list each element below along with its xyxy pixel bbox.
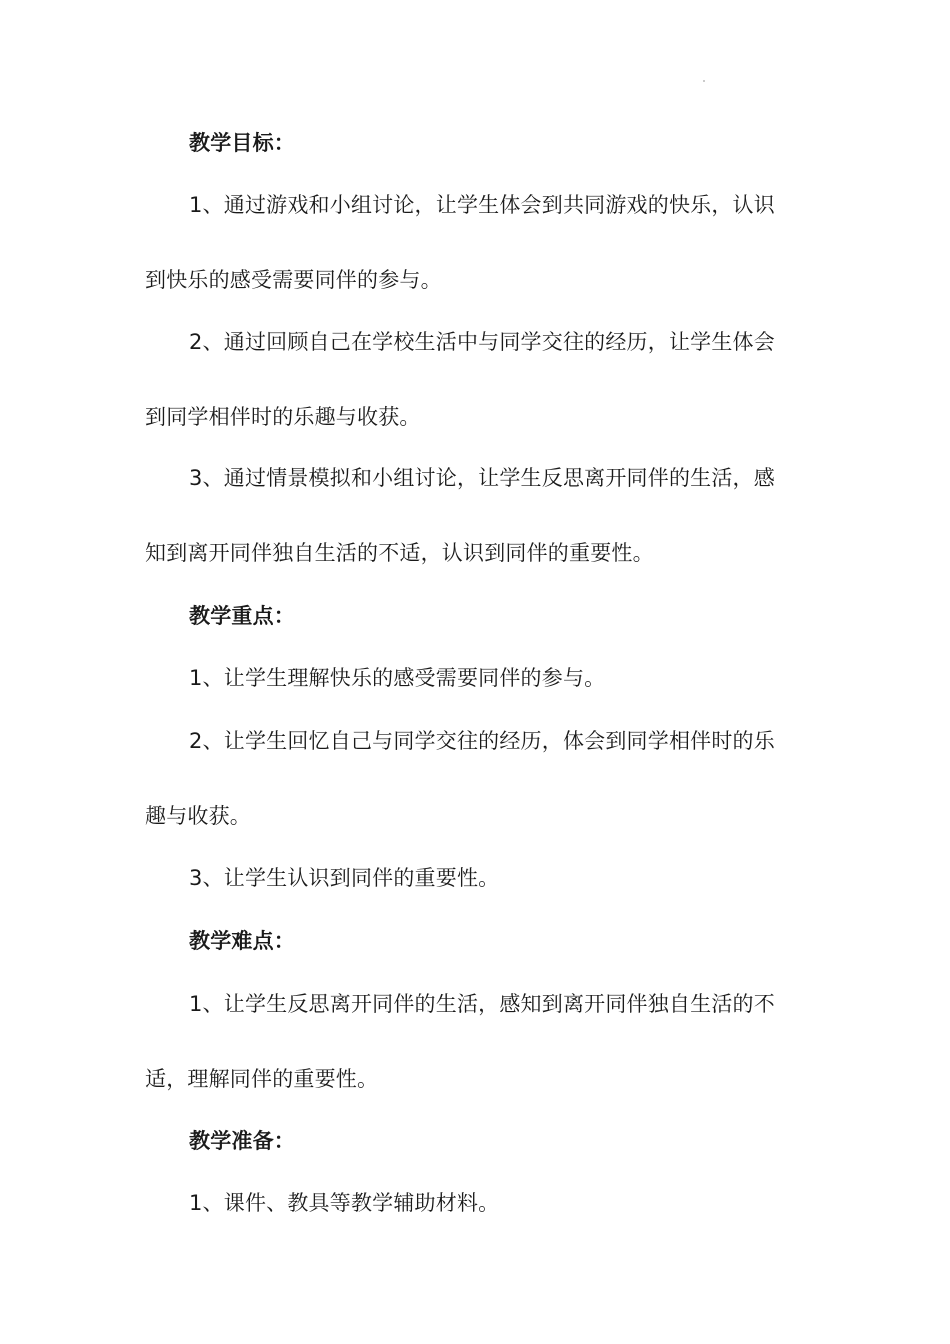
section-heading-key-points: 教学重点： [189, 604, 295, 628]
difficulty-1-line-2: 适，理解同伴的重要性。 [145, 1067, 379, 1091]
objective-1-line-2: 到快乐的感受需要同伴的参与。 [145, 268, 442, 292]
objective-2-line-2: 到同学相伴时的乐趣与收获。 [145, 405, 421, 429]
objective-1-line-1: 1、通过游戏和小组讨论，让学生体会到共同游戏的快乐，认识 [189, 193, 775, 217]
difficulty-1-line-1: 1、让学生反思离开同伴的生活，感知到离开同伴独自生活的不 [189, 992, 775, 1016]
objective-3-line-1: 3、通过情景模拟和小组讨论，让学生反思离开同伴的生活，感 [189, 466, 775, 490]
section-heading-difficulties: 教学难点： [189, 929, 295, 953]
preparation-1: 1、课件、教具等教学辅助材料。 [189, 1191, 500, 1215]
key-point-2-line-2: 趣与收获。 [145, 804, 251, 828]
objective-2-line-1: 2、通过回顾自己在学校生活中与同学交往的经历，让学生体会 [189, 330, 775, 354]
key-point-3: 3、让学生认识到同伴的重要性。 [189, 866, 500, 890]
key-point-1: 1、让学生理解快乐的感受需要同伴的参与。 [189, 666, 606, 690]
section-heading-objectives: 教学目标： [189, 131, 295, 155]
page-speck [703, 80, 705, 82]
objective-3-line-2: 知到离开同伴独自生活的不适，认识到同伴的重要性。 [145, 541, 654, 565]
key-point-2-line-1: 2、让学生回忆自己与同学交往的经历，体会到同学相伴时的乐 [189, 729, 775, 753]
section-heading-preparation: 教学准备： [189, 1129, 295, 1153]
